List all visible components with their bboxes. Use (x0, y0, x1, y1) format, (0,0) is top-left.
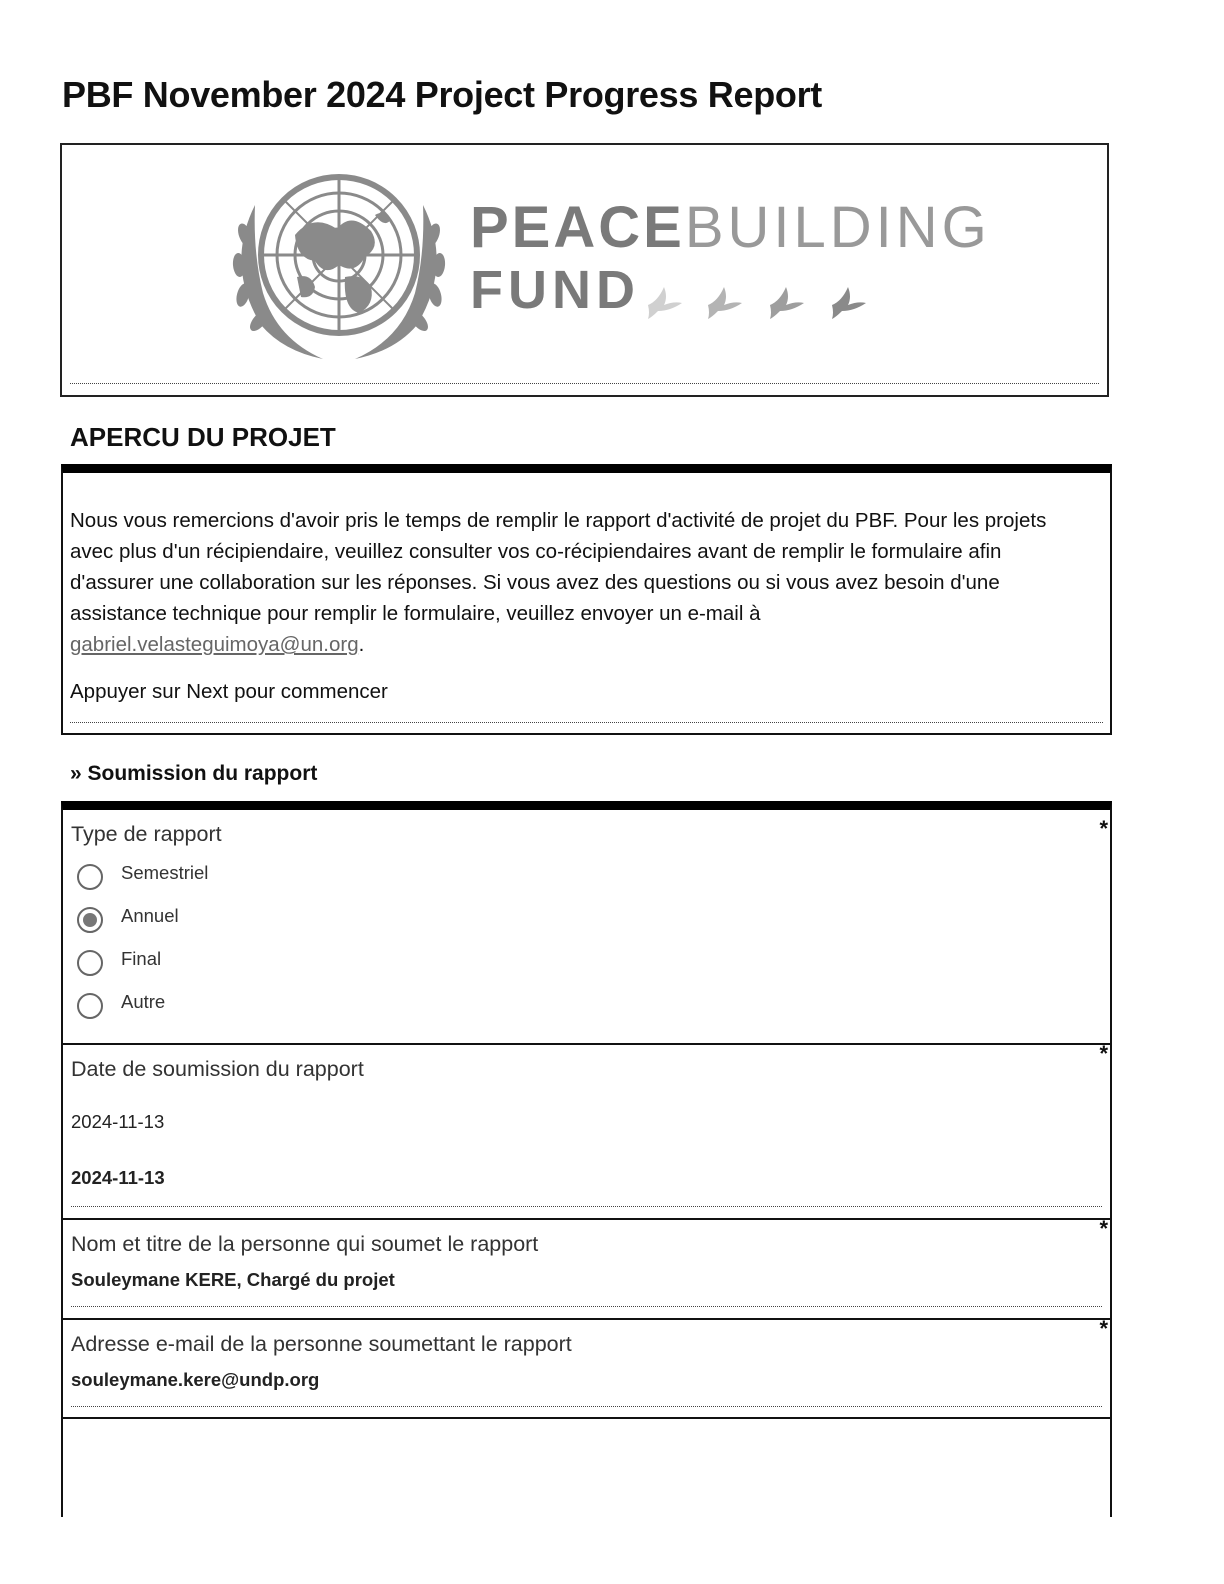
logo-wordmark-peacebuilding (470, 195, 991, 260)
radio-label: Semestriel (121, 862, 209, 883)
overview-panel (61, 464, 1112, 735)
submitter-email-value: souleymane.kere@undp.org (71, 1369, 320, 1390)
radio-label: Final (121, 948, 162, 969)
required-marker: * (1099, 1041, 1108, 1066)
report-type-field (61, 810, 1112, 1045)
radio-label: Annuel (121, 905, 179, 926)
required-marker: * (1099, 1316, 1108, 1341)
logo-word-building: BUILDING (684, 195, 991, 260)
logo-banner (60, 143, 1109, 397)
divider (71, 1206, 1102, 1207)
radio-button-selected[interactable] (77, 907, 103, 933)
submitter-name-value: Souleymane KERE, Chargé du projet (71, 1269, 395, 1290)
contact-email-link[interactable]: gabriel.velasteguimoya@un.org (70, 633, 359, 656)
submission-heading: » Soumission du rapport (70, 762, 318, 785)
radio-button[interactable] (77, 950, 103, 976)
submission-date-input[interactable]: 2024-11-13 (71, 1111, 165, 1132)
logo-word-peace: PEACE (470, 195, 685, 260)
logo-word-fund: FUND (470, 260, 640, 320)
document-title: PBF November 2024 Project Progress Report (62, 74, 822, 115)
radio-label: Autre (121, 991, 166, 1012)
overview-heading: APERCU DU PROJET (70, 422, 336, 452)
submission-date-value: 2024-11-13 (71, 1167, 165, 1188)
submitter-name-label: Nom et titre de la personne qui soumet le rapport (71, 1232, 539, 1256)
radio-button[interactable] (77, 993, 103, 1019)
divider (70, 722, 1103, 723)
report-type-label: Type de rapport (71, 822, 222, 846)
next-instruction: Appuyer sur Next pour commencer (70, 680, 388, 703)
radio-button[interactable] (77, 864, 103, 890)
divider (70, 383, 1099, 384)
submitter-email-label: Adresse e-mail de la personne soumettant le rapport (71, 1332, 572, 1356)
doves-icon (644, 269, 884, 319)
submitter-email-field (61, 1316, 1112, 1419)
overview-text-part1: Nous vous remercions d'avoir pris le temps de remplir le rapport d'activité de projet du PBF. Pour les projets avec plus d'un récipiendaire, veuillez consulter vos co-récipiendaires avant de remplir le formulaire afin d'assurer une collaboration sur les réponses. Si vous avez des questions ou si vous avez besoin d'une assistance technique pour remplir le formulaire, veuillez envoyer un e-mail à (70, 509, 1047, 625)
required-marker: * (1099, 1216, 1108, 1241)
un-emblem-icon (225, 165, 453, 359)
submission-date-label: Date de soumission du rapport (71, 1057, 364, 1081)
divider (71, 1306, 1102, 1307)
overview-text-part2: . (358, 633, 365, 656)
submission-date-field (61, 1041, 1112, 1220)
required-marker: * (1099, 816, 1108, 841)
overview-text (70, 505, 1060, 660)
submitter-name-field (61, 1216, 1112, 1320)
divider (71, 1406, 1102, 1407)
